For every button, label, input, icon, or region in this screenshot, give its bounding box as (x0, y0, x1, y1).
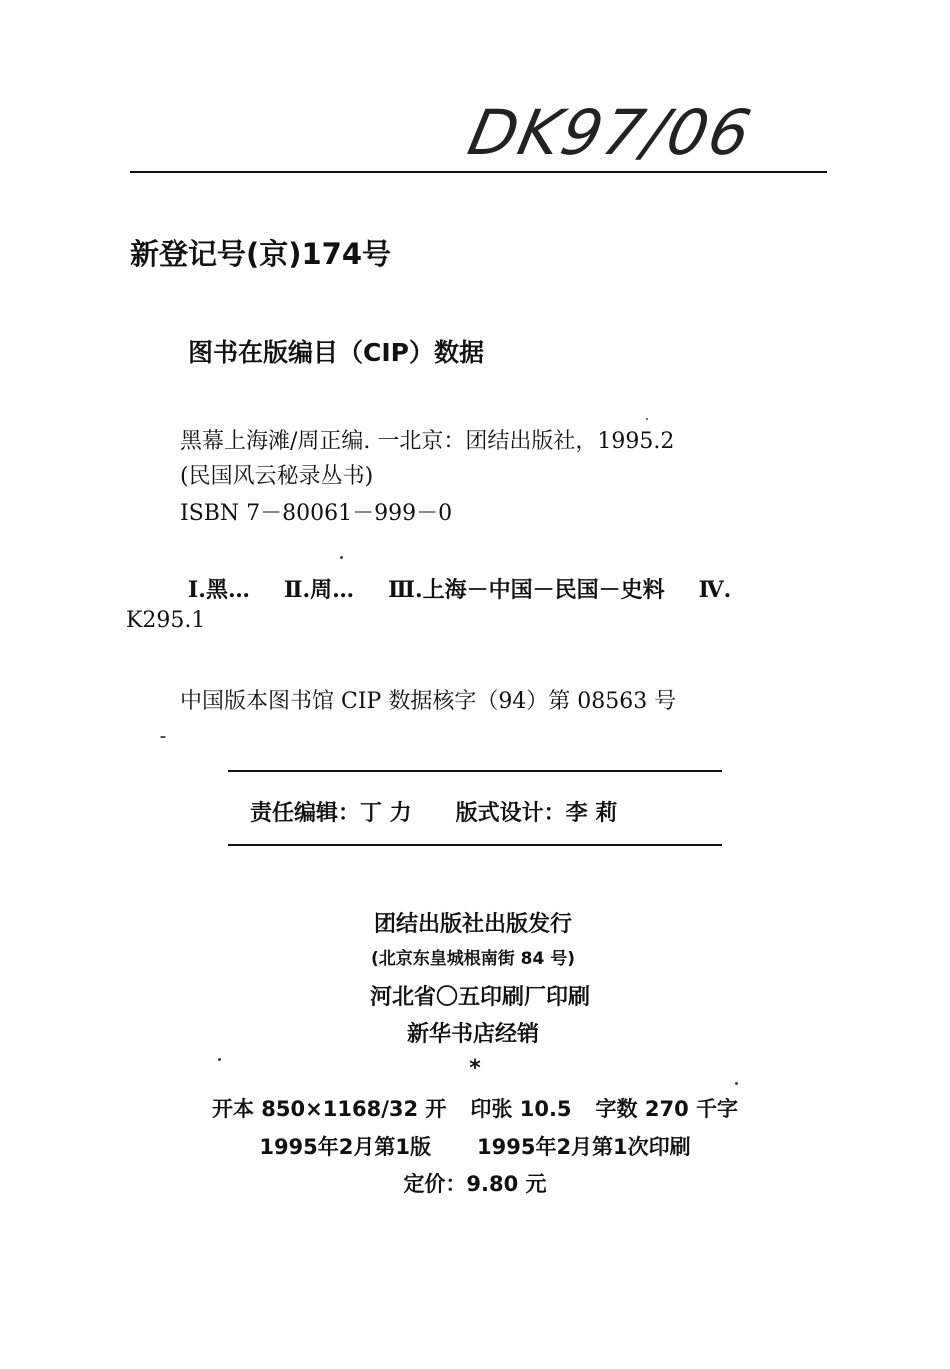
scan-speck (735, 1082, 738, 1085)
scan-speck (340, 556, 343, 559)
book-format: 开本 850×1168/32 开 (212, 1097, 447, 1121)
classification-part-2: Ⅱ.周… (283, 577, 355, 603)
edition-line (0, 1131, 950, 1161)
cip-series-line: (民国风云秘录丛书) (180, 464, 374, 489)
classification-part-1: Ⅰ.黑… (188, 577, 250, 603)
responsible-editor: 责任编辑：丁 力 (250, 801, 412, 826)
top-rule (130, 171, 827, 173)
credits-top-rule (228, 770, 722, 772)
handwritten-call-number: DK97/06 (462, 96, 759, 169)
classification-part-4: Ⅳ. (698, 577, 732, 603)
credits-bottom-rule (228, 844, 722, 846)
cip-title: 图书在版编目（CIP）数据 (188, 338, 484, 367)
price: 定价：9.80 元 (403, 1172, 547, 1196)
cip-isbn: ISBN 7－80061－999－0 (180, 501, 453, 526)
scan-speck (160, 736, 166, 738)
printer: 河北省〇五印刷厂印刷 (369, 985, 590, 1010)
cip-classification-code: K295.1 (126, 608, 206, 633)
scan-speck (646, 418, 648, 420)
word-count: 字数 270 千字 (595, 1097, 738, 1121)
edition: 1995年2月第1版 (259, 1135, 431, 1159)
publisher: 团结出版社出版发行 (373, 912, 572, 937)
separator-asterisk: * (469, 1056, 481, 1081)
credits-line (250, 796, 617, 827)
classification-part-3: Ⅲ.上海－中国－民国－史料 (388, 577, 665, 603)
layout-designer: 版式设计：李 莉 (455, 801, 618, 826)
printing: 1995年2月第1次印刷 (477, 1135, 691, 1159)
distributor: 新华书店经销 (406, 1022, 539, 1047)
cip-bibliographic-line: 黑幕上海滩/周正编. 一北京：团结出版社，1995.2 (180, 429, 675, 454)
cip-approval-number: 中国版本图书馆 CIP 数据核字（94）第 08563 号 (180, 689, 677, 714)
cip-classification-line (188, 573, 731, 604)
printed-sheets: 印张 10.5 (470, 1097, 572, 1121)
registration-number: 新登记号(京)174号 (130, 237, 392, 271)
publisher-address: (北京东皇城根南街 84 号) (370, 949, 576, 969)
scan-speck (218, 1058, 221, 1061)
format-line (0, 1093, 950, 1123)
